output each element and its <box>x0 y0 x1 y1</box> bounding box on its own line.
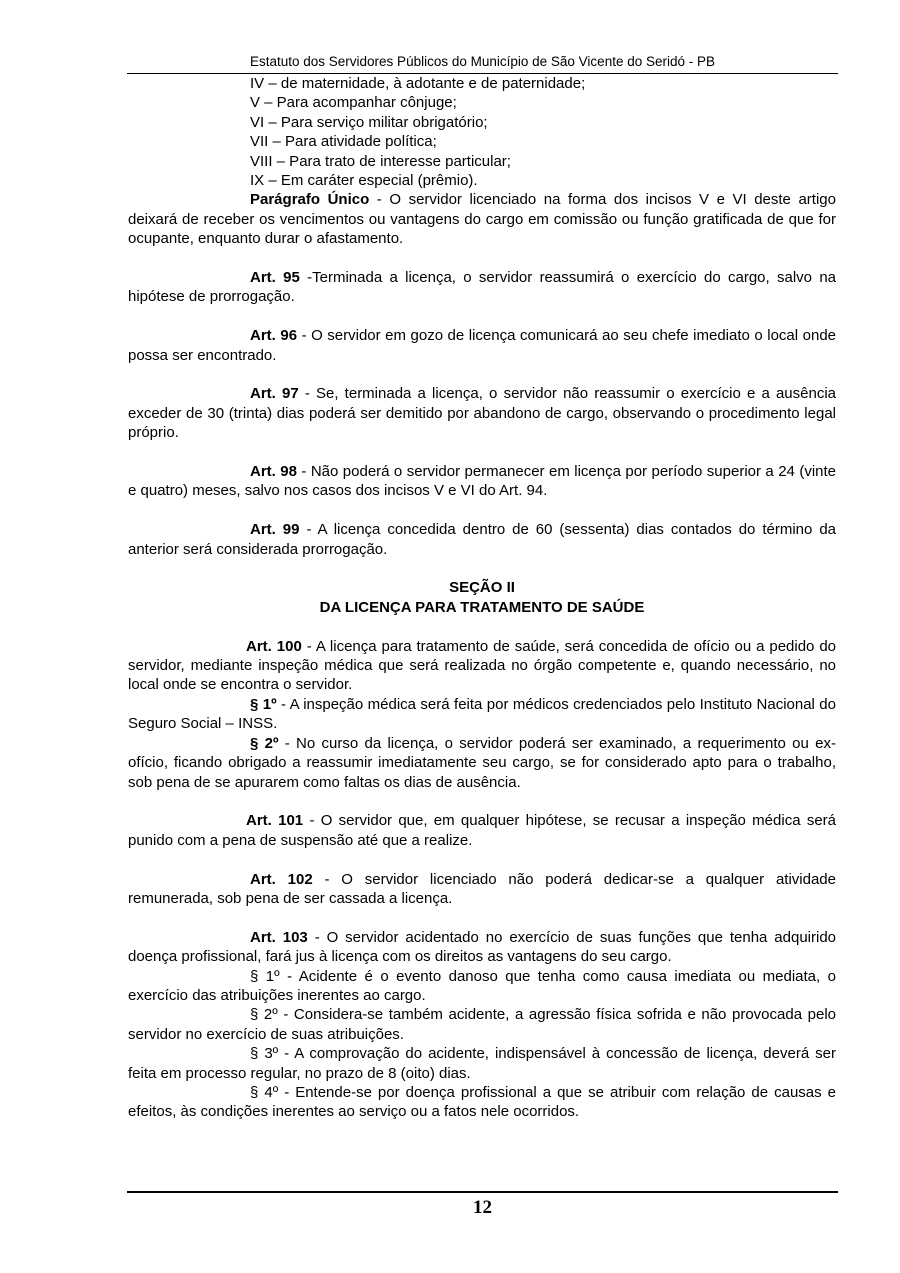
article-102 <box>128 870 836 909</box>
article-96 <box>128 326 836 365</box>
article-98 <box>128 462 836 501</box>
article-103-label: Art. 103 <box>250 928 308 946</box>
article-100-p2-label: § 2º <box>250 734 279 752</box>
article-95-text: -Terminada a licença, o servidor reassumirá o exercício do cargo, salvo na hipótese de prorrogação. <box>128 269 837 306</box>
footer-divider <box>127 1191 838 1193</box>
list-item: VI – Para serviço militar obrigatório; <box>250 113 488 131</box>
paragrafo-unico-text: - O servidor licenciado na forma dos incisos V e VI deste artigo deixará de receber os vencimentos ou vantagens do cargo em comissão ou função gratificada de que for ocupante, enquanto durar o afastamento. <box>128 191 836 248</box>
article-99-label: Art. 99 <box>250 521 300 539</box>
article-103 <box>128 928 836 967</box>
article-100-p1-text: - A inspeção médica será feita por médicos credenciados pelo Instituto Nacional do Seguro Social – INSS. <box>128 695 836 733</box>
article-100-paragraph-2 <box>128 734 836 792</box>
article-98-label: Art. 98 <box>250 463 297 481</box>
section-title: DA LICENÇA PARA TRATAMENTO DE SAÚDE <box>319 598 645 616</box>
article-98-text: - Não poderá o servidor permanecer em licença por período superior a 24 (vinte e quatro) meses, salvo nos casos dos incisos V e VI do Art. 94. <box>128 463 837 500</box>
article-102-label: Art. 102 <box>250 870 313 888</box>
article-97-label: Art. 97 <box>250 385 299 403</box>
article-96-text: - O servidor em gozo de licença comunicará ao seu chefe imediato o local onde possa ser encontrado. <box>128 327 836 364</box>
list-item: IX – Em caráter especial (prêmio). <box>250 172 478 190</box>
article-103-paragraph-1: § 1º - Acidente é o evento danoso que tenha como causa imediata ou mediata, o exercício das atribuições inerentes ao cargo. <box>128 967 836 1004</box>
running-header: Estatuto dos Servidores Públicos do Município de São Vicente do Seridó - PB <box>249 54 716 69</box>
paragrafo-unico <box>128 190 836 248</box>
article-97 <box>128 384 836 442</box>
article-100-text: - A licença para tratamento de saúde, será concedida de ofício ou a pedido do servidor, mediante inspeção médica que será realizada no órgão competente e, quando necessário, no local onde se encontra o servidor. <box>128 637 837 694</box>
article-96-label: Art. 96 <box>250 327 298 345</box>
article-99-text: - A licença concedida dentro de 60 (sessenta) dias contados do término da anterior será considerada prorrogação. <box>128 521 837 558</box>
article-100 <box>128 637 836 695</box>
paragrafo-unico-label: Parágrafo Único <box>250 191 370 209</box>
list-item: IV – de maternidade, à adotante e de paternidade; <box>250 75 586 92</box>
article-95 <box>128 268 836 307</box>
list-item: VIII – Para trato de interesse particular; <box>250 152 511 170</box>
article-103-paragraph-4: § 4º - Entende-se por doença profissional a que se atribuir com relação de causas e efeitos, às condições inerentes ao serviço ou a fatos nele ocorridos. <box>128 1083 836 1121</box>
article-100-p1-label: § 1º <box>250 695 277 713</box>
article-100-p2-text: - No curso da licença, o servidor poderá ser examinado, a requerimento ou ex-ofício, ficando obrigado a reassumir imediatamente seu cargo, se for considerado apto para o trabalho, sob pena de se apurarem como faltas os dias de ausência. <box>128 734 836 791</box>
article-100-paragraph-1 <box>128 695 836 734</box>
article-103-paragraph-2: § 2º - Considera-se também acidente, a agressão física sofrida e não provocada pelo servidor no exercício de suas atribuições. <box>128 1006 836 1043</box>
article-95-label: Art. 95 <box>250 269 300 287</box>
article-103-text: - O servidor acidentado no exercício de suas funções que tenha adquirido doença profissional, fará jus à licença com os direitos as vantagens do seu cargo. <box>128 928 837 966</box>
article-102-text: - O servidor licenciado não poderá dedicar-se a qualquer atividade remunerada, sob pena de ser cassada a licença. <box>128 870 836 907</box>
article-99 <box>128 520 836 559</box>
article-101-text: - O servidor que, em qualquer hipótese, se recusar a inspeção médica será punido com a pena de suspensão até que a realize. <box>128 812 836 849</box>
section-number: SEÇÃO II <box>449 579 515 597</box>
list-item: V – Para acompanhar cônjuge; <box>250 94 457 112</box>
page-number: 12 <box>473 1197 492 1218</box>
article-101 <box>128 811 836 850</box>
article-101-label: Art. 101 <box>246 812 304 830</box>
article-97-text: - Se, terminada a licença, o servidor não reassumir o exercício e a ausência exceder de 30 (trinta) dias poderá ser demitido por abandono de cargo, observando o procedimento legal próprio. <box>128 385 836 442</box>
list-item: VII – Para atividade política; <box>250 133 437 151</box>
article-100-label: Art. 100 <box>246 637 302 655</box>
document-body <box>128 74 836 1122</box>
article-103-paragraph-3: § 3º - A comprovação do acidente, indispensável à concessão de licença, deverá ser feita em processo regular, no prazo de 8 (oito) dias. <box>128 1045 836 1082</box>
